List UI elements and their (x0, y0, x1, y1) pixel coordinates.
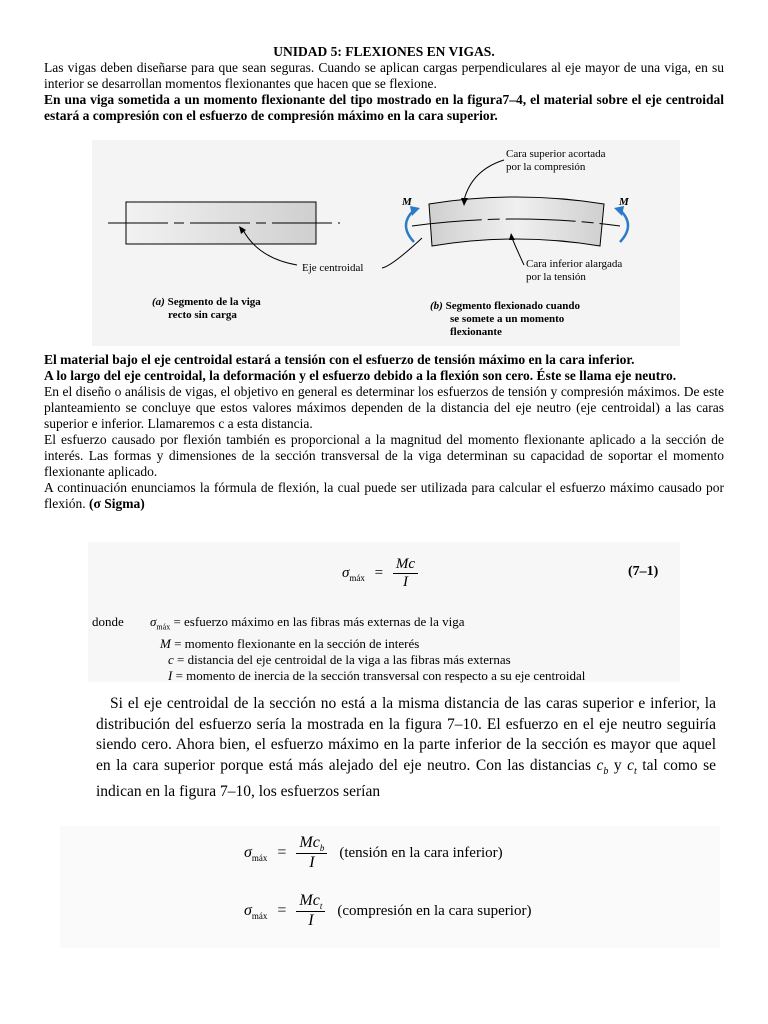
book-paragraph-text-a: Si el eje centroidal de la sección no está a la misma distancia de las caras superior e inferior, la distribución del esfuerzo sería la mostrada en la figura 7–10. El esfuerzo en el eje neutro seguiría siendo cero. Ahora bien, el esfuerzo máximo en la parte inferior de la sección es mayor que aquel en la cara superior porque está más alejado del eje neutro. Con las distancias (96, 695, 716, 774)
caption-a-tag: (a) (152, 296, 165, 308)
paragraph-6-text: A continuación enunciamos la fórmula de flexión, la cual puede ser utilizada para calcular el esfuerzo máximo causado por flexión. (44, 480, 724, 511)
ct-symbol: c (627, 756, 635, 774)
caption-b (430, 300, 580, 339)
page-title: UNIDAD 5: FLEXIONES EN VIGAS. (273, 44, 495, 59)
definition-row (150, 668, 585, 684)
def-symbol: c (168, 651, 174, 667)
caption-b-tag: (b) (430, 300, 443, 312)
book-paragraph (96, 694, 716, 803)
formula-note: (tensión en la cara inferior) (339, 844, 503, 861)
book-paragraph-text-b: tal como se indican en la figura 7–10, los esfuerzos serían (96, 756, 717, 801)
ct-sub: t (634, 765, 637, 777)
formula-lhs: σ (244, 901, 252, 919)
fraction (296, 834, 327, 872)
label-top-face (506, 148, 606, 174)
definition-row (150, 614, 585, 636)
label-bottom-face-line2: por la tensión (526, 271, 586, 283)
numerator-text: Mc (299, 892, 320, 909)
numerator-sub: t (319, 901, 323, 912)
flexure-formula-box (88, 542, 680, 682)
definitions-list (150, 614, 585, 684)
numerator-text: Mc (299, 834, 320, 851)
bold-paragraph-2: El material bajo el eje centroidal estará a tensión con el esfuerzo de tensión máximo en la cara inferior. (44, 352, 635, 367)
fraction (393, 556, 418, 591)
caption-a-line2: recto sin carga (168, 309, 237, 321)
def-symbol: σ (150, 614, 157, 629)
formula-numerator (296, 892, 325, 912)
formula-tension: $\sigma_{máx}$ = $Mc_b$ I (tensión en la cara inferior) (244, 834, 503, 872)
formula-7-1: $\sigma_{máx}$ = $\frac{Mc}{I}$ (342, 556, 418, 591)
def-symbol: M (160, 635, 171, 651)
formula-denominator: I (309, 854, 315, 872)
def-text: = momento flexionante en la sección de interés (174, 635, 420, 651)
formula-denominator: I (308, 912, 314, 930)
formula-compression: $\sigma_{máx}$ = $Mc_t$ I (compresión en la cara superior) (244, 892, 532, 930)
definition-row (150, 636, 585, 652)
beam-figure (92, 140, 680, 346)
caption-b-line1: Segmento flexionado cuando (445, 300, 581, 312)
def-text: = momento de inercia de la sección transversal con respecto a su eje centroidal (175, 667, 586, 683)
label-m-left: M (402, 196, 412, 208)
label-m-right: M (619, 196, 629, 208)
donde-label: donde (92, 614, 124, 629)
formula-number: (7–1) (628, 564, 659, 579)
caption-b-line3: flexionante (450, 326, 502, 338)
cb-sub: b (603, 765, 609, 777)
page-header-text (44, 44, 724, 124)
formula-note: (compresión en la cara superior) (337, 902, 532, 919)
body-text (44, 352, 724, 512)
formula-lhs-sub: máx (251, 910, 268, 921)
formula-lhs: σ (342, 564, 350, 581)
def-sub: máx (156, 622, 171, 632)
fraction (296, 892, 325, 930)
stress-formulas (60, 826, 720, 948)
bold-paragraph-1: En una viga sometida a un momento flexionante del tipo mostrado en la figura7–4, el material sobre el eje centroidal estará a compresión con el esfuerzo de compresión máximo en la cara superior. (44, 92, 724, 123)
cb-symbol: c (596, 756, 604, 774)
bold-paragraph-3: A lo largo del eje centroidal, la deformación y el esfuerzo debido a la flexión son cero. Éste se llama eje neutro. (44, 368, 677, 383)
caption-b-line2: se somete a un momento (450, 313, 565, 325)
label-bottom-face (526, 258, 622, 284)
formula-lhs: σ (244, 843, 252, 861)
definition-row (150, 652, 585, 668)
paragraph-4: En el diseño o análisis de vigas, el objetivo en general es determinar los esfuerzos de tensión y compresión máximos. De este planteamiento se concluye que estos valores máximos dependen de la distancia del eje neutro (eje centroidal) a las caras superior e inferior. Llamaremos c a esta distancia. (44, 384, 724, 431)
paragraph-6-sigma: (σ Sigma) (89, 496, 145, 511)
formula-numerator (296, 834, 327, 854)
def-symbol: I (168, 667, 173, 683)
def-text: = distancia del eje centroidal de la viga a las fibras más externas (177, 651, 511, 667)
caption-a (152, 296, 261, 322)
label-top-face-line1: Cara superior acortada (506, 148, 606, 160)
label-bottom-face-line1: Cara inferior alargada (526, 258, 623, 270)
formula-lhs-sub: máx (349, 572, 365, 583)
label-top-face-line2: por la compresión (506, 161, 586, 173)
intro-paragraph: Las vigas deben diseñarse para que sean seguras. Cuando se aplican cargas perpendiculares al eje mayor de una viga, en su interior se desarrollan momentos flexionantes que hacen que se flexione. (44, 60, 724, 91)
formula-numerator: Mc (393, 556, 418, 574)
paragraph-6 (44, 480, 724, 512)
formula-lhs-sub: máx (251, 852, 268, 863)
numerator-sub: b (319, 843, 325, 854)
formula-denominator: I (402, 574, 408, 590)
def-text: = esfuerzo máximo en las fibras más externas de la viga (173, 614, 465, 629)
book-y: y (613, 756, 622, 774)
label-centroidal-axis: Eje centroidal (302, 262, 364, 274)
caption-a-line1: Segmento de la viga (167, 296, 261, 308)
paragraph-5: El esfuerzo causado por flexión también es proporcional a la magnitud del momento flexionante aplicado a la sección de interés. Las formas y dimensiones de la sección transversal de la viga determinan su capacidad de soportar el momento flexionante aplicado. (44, 432, 724, 479)
